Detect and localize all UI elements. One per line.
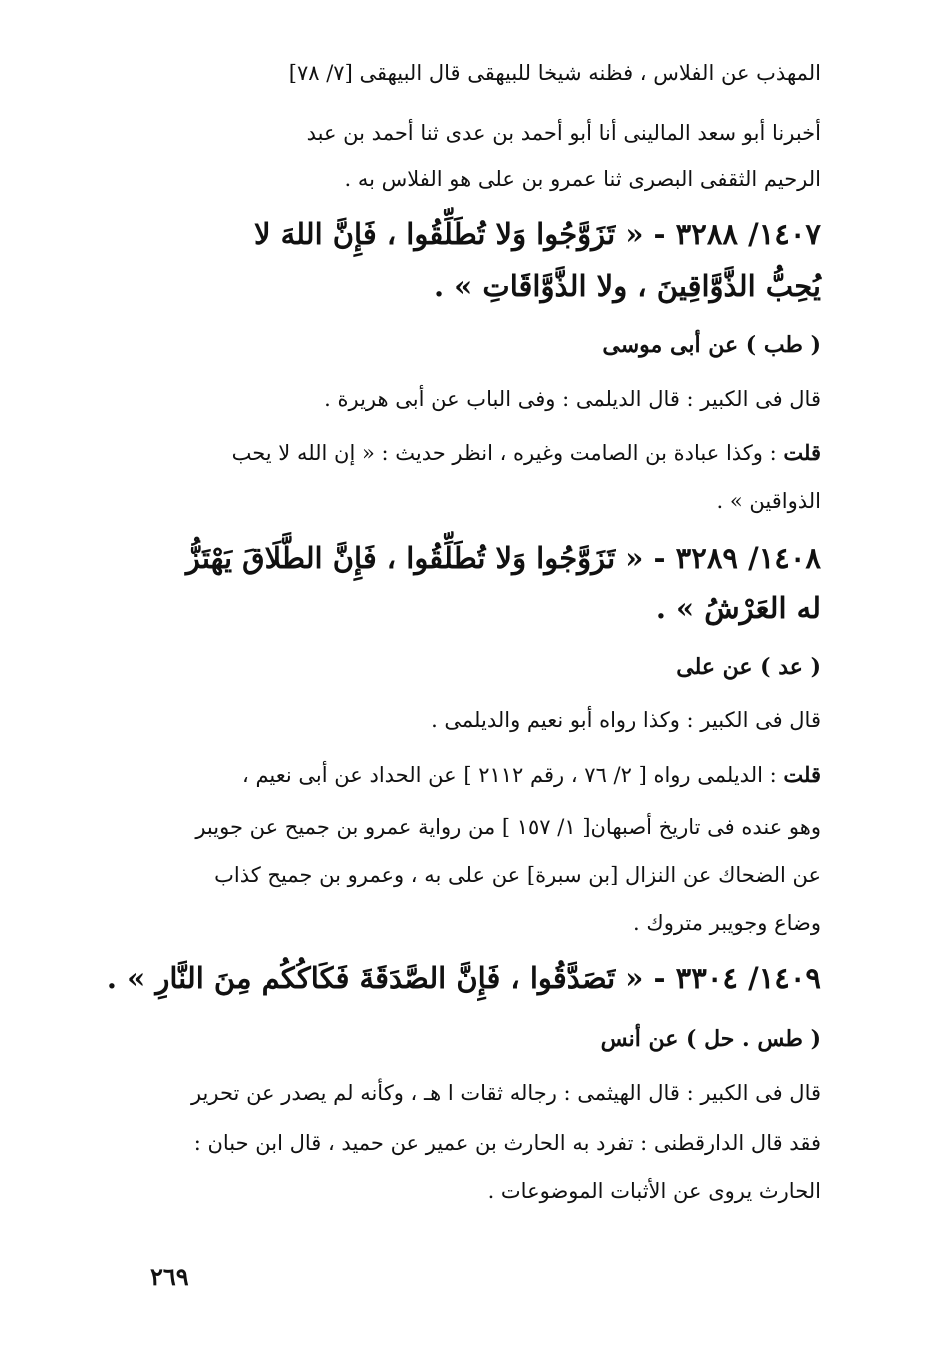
text-line: أخبرنا أبو سعد المالينى أنا أبو أحمد بن عدى ثنا أحمد بن عبد [306,121,821,145]
text-line: الرحيم الثقفى البصرى ثنا عمرو بن على هو الفلاس به . [344,167,821,191]
text-line: المهذب عن الفلاس ، فظنه شيخا للبيهقى قال البيهقى [٧/ ٧٨] [288,61,821,85]
commentary-line: عن الضحاك عن النزال [بن سبرة] عن على به ، وعمرو بن جميح كذاب [214,863,821,887]
hadith-1408-line-1: ١٤٠٨/ ٣٢٨٩ - « تَزَوَّجُوا وَلا تُطَلِّقُوا ، فَإِنَّ الطَّلَاقَ يَهْتَزُّ [185,541,821,575]
hadith-1407-line-2: يُحِبُّ الذَّوَّاقِينَ ، ولا الذَّوَّاقَاتِ » . [433,269,821,303]
hadith-1409: ١٤٠٩/ ٣٣٠٤ - « تَصَدَّقُوا ، فَإِنَّ الصَّدَقَةَ فَكَاكُكُم مِنَ النَّارِ » . [106,961,821,995]
commentary-line: الحارث يروى عن الأثبات الموضوعات . [487,1179,821,1203]
commentary-text: : الديلمى رواه [ ٢/ ٧٦ ، رقم ٢١١٢ ] عن الحداد عن أبى نعيم ، [242,763,784,787]
qultu-label: قلت [783,762,821,787]
hadith-1408-source: ( عد ) عن على [676,654,821,680]
commentary-line [242,760,821,790]
commentary-line [232,438,821,468]
commentary-line: قال فى الكبير : قال الهيثمى : رجاله ثقات ا هـ ، وكأنه لم يصدر عن تحرير [190,1081,821,1105]
commentary-line: وهو عنده فى تاريخ أصبهان[ ١/ ١٥٧ ] من رواية عمرو بن جميح عن جويبر [195,815,821,839]
commentary-line: قال فى الكبير : قال الديلمى : وفى الباب عن أبى هريرة . [324,387,821,411]
commentary-line: فقد قال الدارقطنى : تفرد به الحارث بن عمير عن حميد ، قال ابن حبان : [193,1131,821,1155]
page-number: ٢٦٩ [150,1262,189,1291]
hadith-1409-source: ( طس . حل ) عن أنس [600,1026,821,1052]
commentary-line: قال فى الكبير : وكذا رواه أبو نعيم والديلمى . [431,708,821,732]
commentary-line: الذواقين » . [716,489,821,513]
hadith-1407-source: ( طب ) عن أبى موسى [602,332,821,358]
commentary-text: : وكذا عبادة بن الصامت وغيره ، انظر حديث : « إن الله لا يحب [231,441,784,465]
hadith-1408-line-2: له العَرْشُ » . [655,591,821,625]
hadith-1407-line-1: ١٤٠٧/ ٣٢٨٨ - « تَزَوَّجُوا وَلا تُطَلِّقُوا ، فَإِنَّ اللهَ لا [253,217,821,251]
qultu-label: قلت [783,440,821,465]
commentary-line: وضاع وجويبر متروك . [633,911,821,935]
